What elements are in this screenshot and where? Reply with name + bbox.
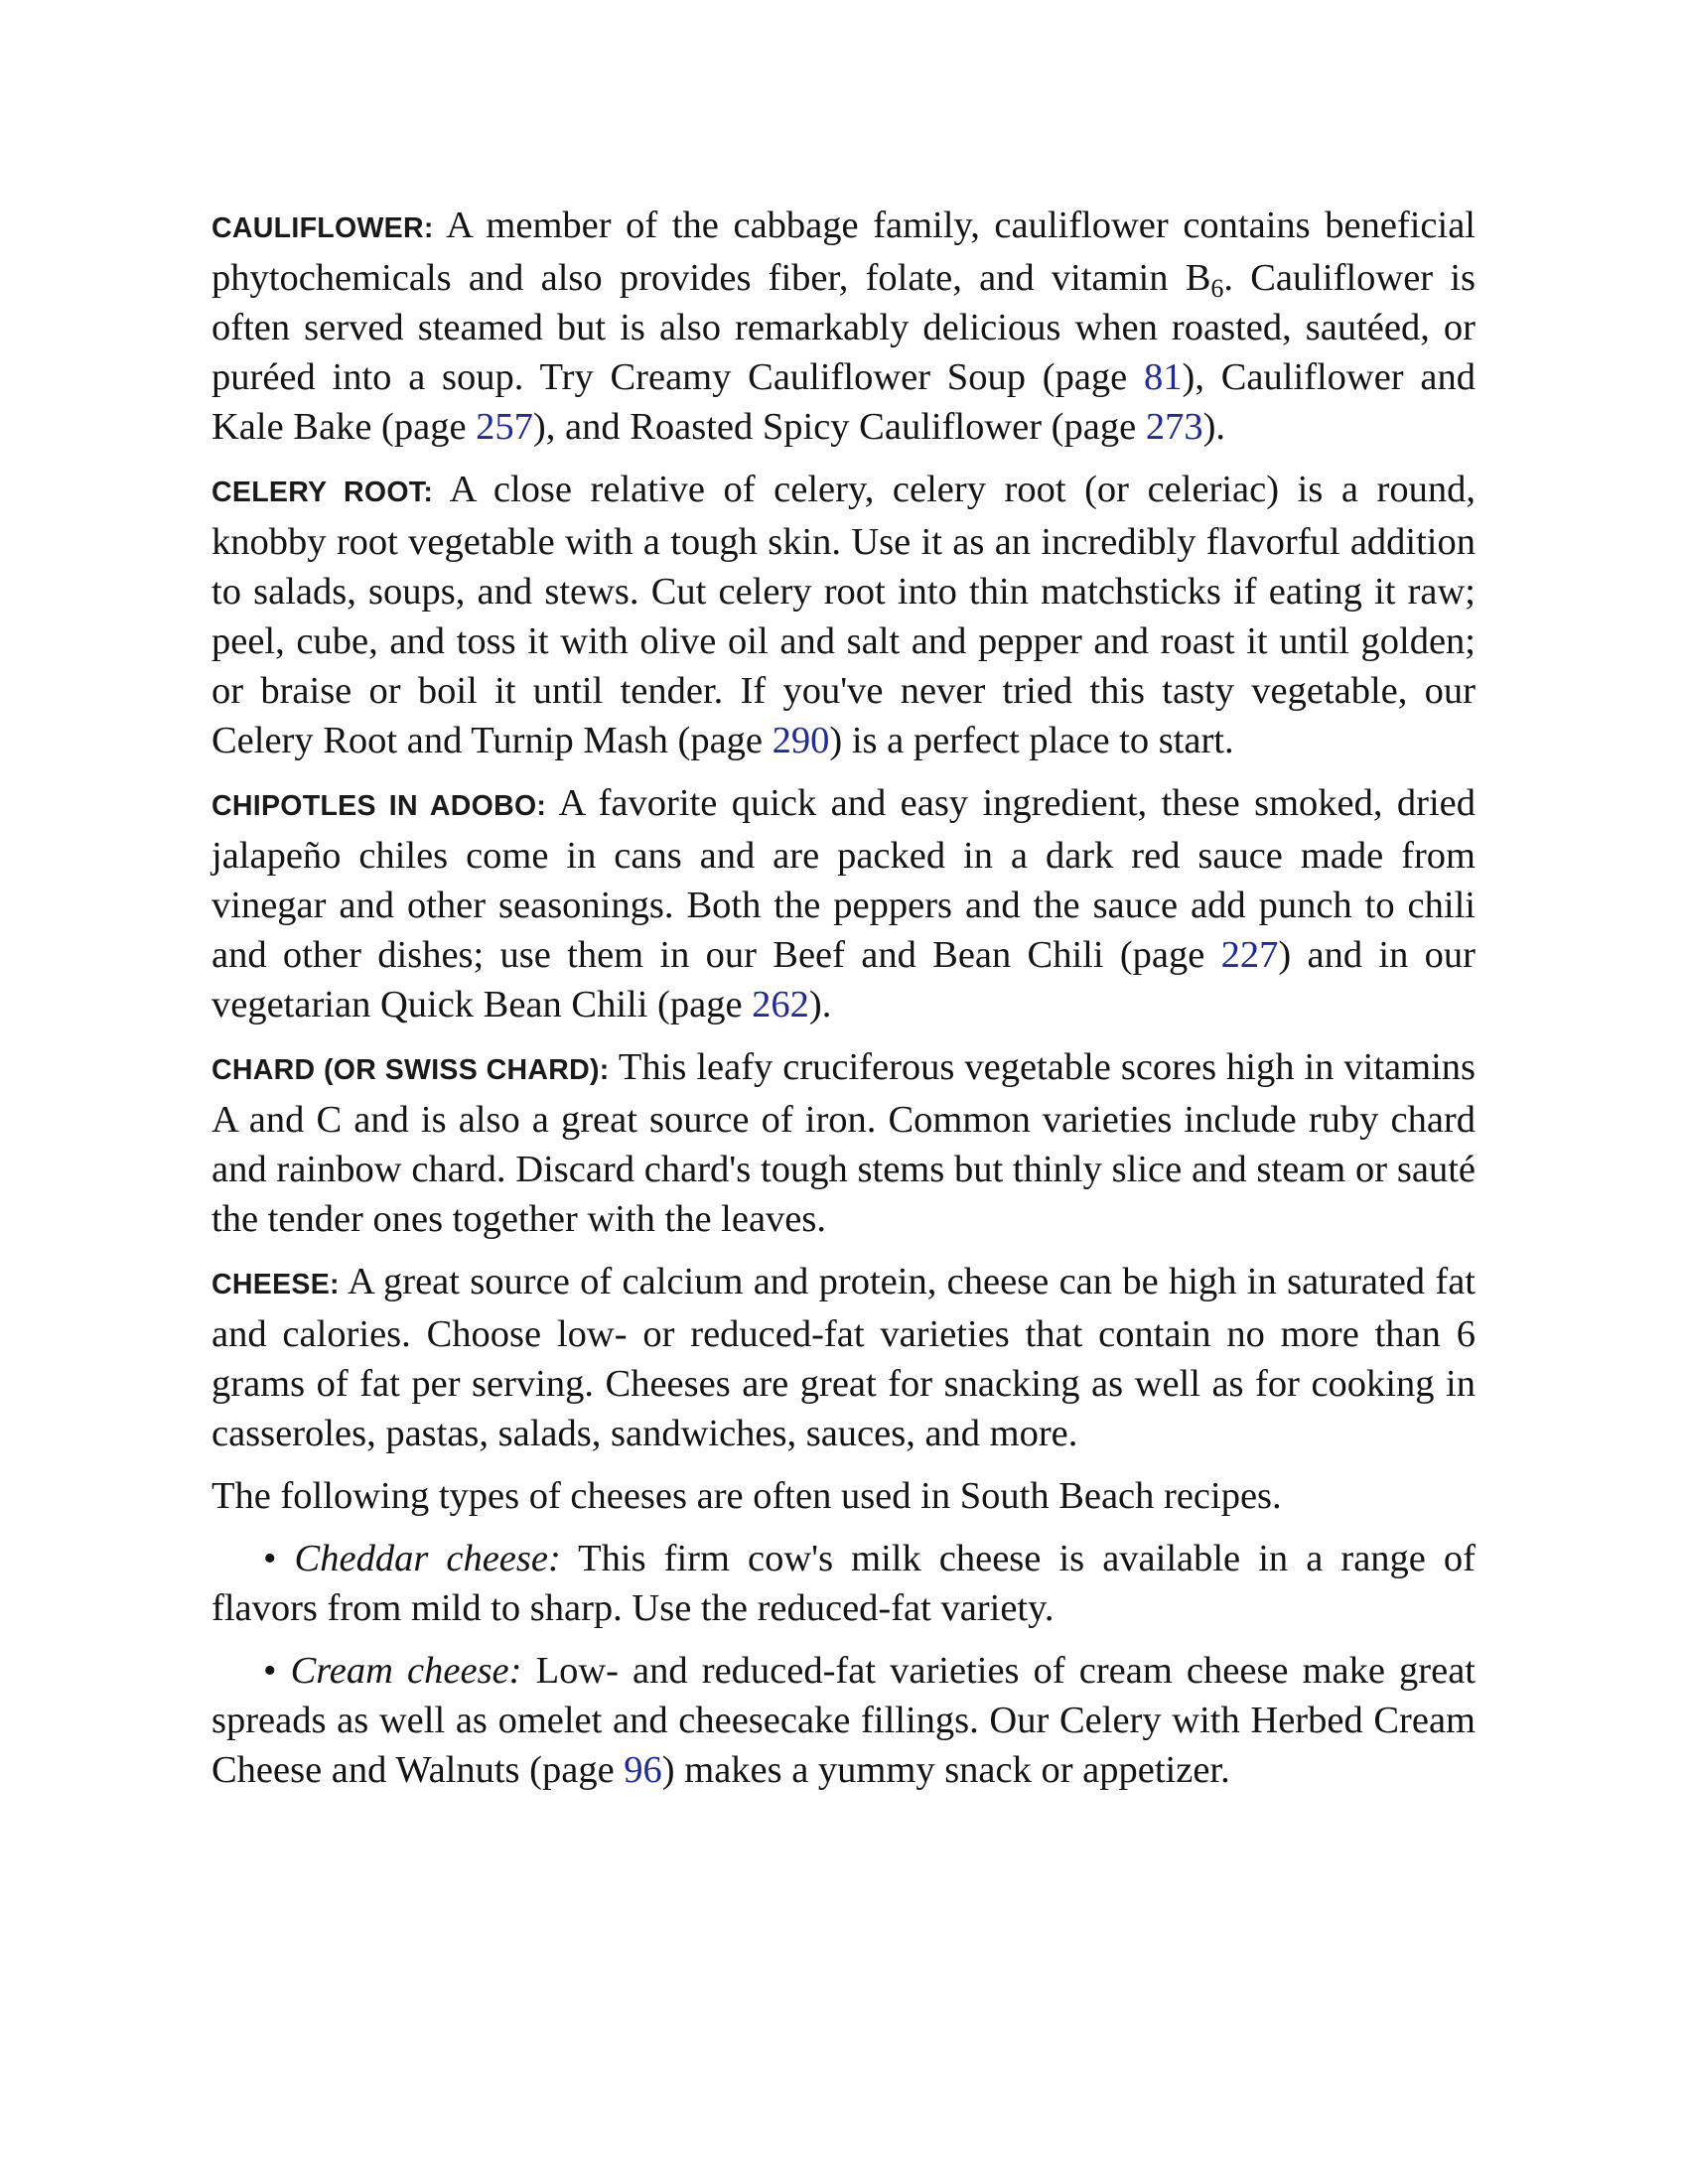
glossary-entry-cheese bbox=[211, 1257, 1476, 1458]
entry-text: A member of the cabbage family, cauliflower contains beneficial phytochemicals and also provides fiber, folate, and vitamin B bbox=[211, 205, 1476, 299]
entry-text: ), Cauliflower and Kale Bake (page bbox=[211, 356, 1476, 448]
glossary-entry-cauliflower bbox=[211, 201, 1476, 452]
bullet-text: Low- and reduced-fat varieties of cream cheese make great spreads as well as omelet and cheesecake fillings. Our Celery with Herbed Cream Cheese and Walnuts (page bbox=[211, 1650, 1477, 1791]
entry-term: CELERY ROOT: bbox=[211, 477, 434, 508]
page-link[interactable]: 257 bbox=[476, 406, 533, 448]
page-link[interactable]: 81 bbox=[1144, 356, 1183, 398]
entry-term: CHEESE: bbox=[211, 1269, 340, 1300]
bullet-text: This firm cow's milk cheese is available in a range of flavors from mild to sharp. Use the reduced-fat variety. bbox=[211, 1538, 1477, 1629]
bullet-marker: • bbox=[263, 1538, 295, 1579]
bullet-cheddar bbox=[211, 1534, 1476, 1633]
glossary-entry-celery-root bbox=[211, 465, 1476, 765]
entry-text: ). bbox=[808, 984, 832, 1025]
page-link[interactable]: 273 bbox=[1145, 406, 1203, 448]
entry-text: ), and Roasted Spicy Cauliflower (page bbox=[532, 406, 1146, 448]
glossary-entry-chipotles bbox=[211, 778, 1476, 1029]
entry-text: . Cauliflower is often served steamed but is also remarkably delicious when roasted, sautéed, or puréed into a soup. Try Creamy Cauliflower Soup (page bbox=[211, 257, 1476, 398]
entry-text: ) is a perfect place to start. bbox=[829, 720, 1234, 761]
glossary-entry-chard bbox=[211, 1042, 1476, 1244]
bullet-marker: • bbox=[263, 1650, 291, 1692]
subscript: 6 bbox=[1210, 274, 1224, 303]
page-link[interactable]: 290 bbox=[772, 720, 830, 761]
entry-term: CHIPOTLES IN ADOBO: bbox=[211, 790, 547, 822]
cheese-type: Cheddar cheese: bbox=[294, 1538, 561, 1579]
bullet-cream-cheese bbox=[211, 1646, 1476, 1795]
bullet-text: ) makes a yummy snack or appetizer. bbox=[661, 1749, 1230, 1791]
cheese-type: Cream cheese: bbox=[290, 1650, 522, 1692]
book-page bbox=[211, 201, 1476, 1808]
entry-text: A great source of calcium and protein, cheese can be high in saturated fat and calories. Choose low- or reduced-fat varieties that contain no more than 6 grams of fat per serving. Cheeses are great for snacking as well as for cooking in casseroles, pastas, salads, sandwiches, sauces, and more. bbox=[211, 1261, 1476, 1454]
entry-text: A favorite quick and easy ingredient, these smoked, dried jalapeño chiles come in cans and are packed in a dark red sauce made from vinegar and other seasonings. Both the peppers and the sauce add punch to chili and other dishes; use them in our Beef and Bean Chili (page bbox=[211, 782, 1476, 976]
entry-text: A close relative of celery, celery root (or celeriac) is a round, knobby root vegetable with a tough skin. Use it as an incredibly flavorful addition to salads, soups, and stews. Cut celery root into thin matchsticks if eating it raw; peel, cube, and toss it with olive oil and salt and pepper and roast it until golden; or braise or boil it until tender. If you've never tried this tasty vegetable, our Celery Root and Turnip Mash (page bbox=[211, 469, 1476, 761]
entry-text: This leafy cruciferous vegetable scores high in vitamins A and C and is also a great source of iron. Common varieties include ruby chard and rainbow chard. Discard chard's tough stems but thinly slice and steam or sauté the tender ones together with the leaves. bbox=[211, 1046, 1476, 1240]
entry-term: CAULIFLOWER: bbox=[211, 212, 434, 244]
entry-term: CHARD (OR SWISS CHARD): bbox=[211, 1054, 610, 1086]
page-link[interactable]: 96 bbox=[624, 1749, 662, 1791]
entry-text: ). bbox=[1202, 406, 1226, 448]
cheese-intro-text: The following types of cheeses are often used in South Beach recipes. bbox=[211, 1475, 1282, 1517]
page-link[interactable]: 227 bbox=[1220, 934, 1279, 976]
entry-text: ) and in our vegetarian Quick Bean Chili (page bbox=[211, 934, 1476, 1025]
page-link[interactable]: 262 bbox=[752, 984, 809, 1025]
